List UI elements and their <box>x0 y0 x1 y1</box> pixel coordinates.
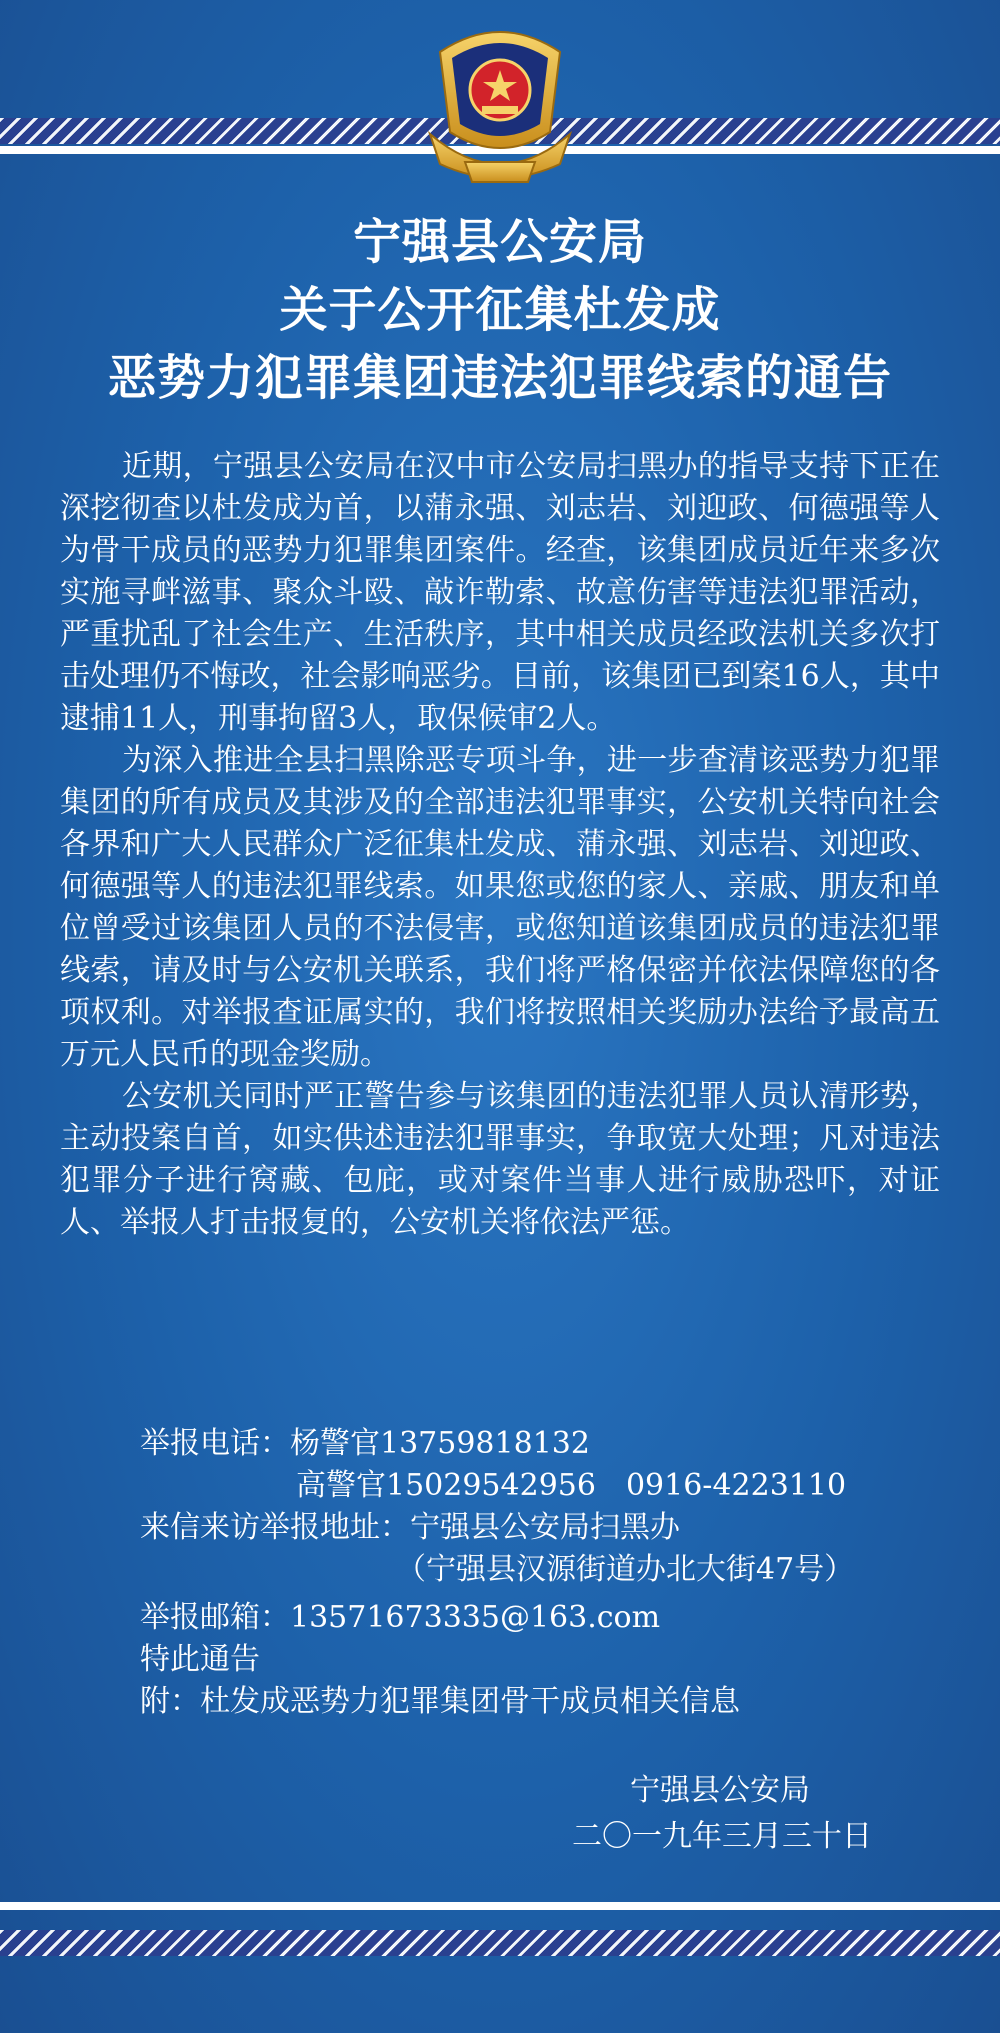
police-emblem-icon <box>410 14 590 189</box>
notice-title <box>0 208 1000 412</box>
report-email: 举报邮箱：13571673335@163.com <box>140 1600 661 1635</box>
report-phone-line-1: 举报电话：杨警官13759818132 <box>140 1426 590 1461</box>
title-line-3: 恶势力犯罪集团违法犯罪线索的通告 <box>107 350 892 406</box>
notice-body <box>60 446 940 1244</box>
attachment-note: 附：杜发成恶势力犯罪集团骨干成员相关信息 <box>140 1684 740 1719</box>
paragraph-2: 为深入推进全县扫黑除恶专项斗争，进一步查清该恶势力犯罪集团的所有成员及其涉及的全部违法犯罪事实，公安机关特向社会各界和广大人民群众广泛征集杜发成、蒲永强、刘志岩、刘迎政、何德强等人的违法犯罪线索。如果您或您的家人、亲戚、朋友和单位曾受过该集团人员的不法侵害，或您知道该集团成员的违法犯罪线索，请及时与公安机关联系，我们将严格保密并依法保障您的各项权利。对举报查证属实的，我们将按照相关奖励办法给予最高五万元人民币的现金奖励。 <box>60 743 940 1072</box>
title-line-1: 宁强县公安局 <box>352 214 647 270</box>
report-phone-line-2: 高警官15029542956 0916-4223110 <box>296 1468 847 1503</box>
signature-org: 宁强县公安局 <box>630 1773 810 1808</box>
report-address-line-1: 来信来访举报地址：宁强县公安局扫黑办 <box>140 1510 680 1545</box>
bottom-rule <box>0 1902 1000 1910</box>
paragraph-1: 近期，宁强县公安局在汉中市公安局扫黑办的指导支持下正在深挖彻查以杜发成为首，以蒲永强、刘志岩、刘迎政、何德强等人为骨干成员的恶势力犯罪集团案件。经查，该集团成员近年来多次实施寻衅滋事、聚众斗殴、敲诈勒索、故意伤害等违法犯罪活动，严重扰乱了社会生产、生活秩序，其中相关成员经政法机关多次打击处理仍不悔改，社会影响恶劣。目前，该集团已到案16人，其中逮捕11人，刑事拘留3人，取保候审2人。 <box>60 449 940 736</box>
report-address-line-2: （宁强县汉源街道办北大街47号） <box>396 1552 855 1587</box>
title-line-2: 关于公开征集杜发成 <box>279 282 721 338</box>
bottom-stripe-border <box>0 1930 1000 1956</box>
signature-date: 二〇一九年三月三十日 <box>572 1819 872 1854</box>
notice-closing: 特此通告 <box>140 1642 260 1677</box>
paragraph-3: 公安机关同时严正警告参与该集团的违法犯罪人员认清形势，主动投案自首，如实供述违法犯罪事实，争取宽大处理；凡对违法犯罪分子进行窝藏、包庇，或对案件当事人进行威胁恐吓，对证人、举报人打击报复的，公安机关将依法严惩。 <box>60 1079 940 1240</box>
